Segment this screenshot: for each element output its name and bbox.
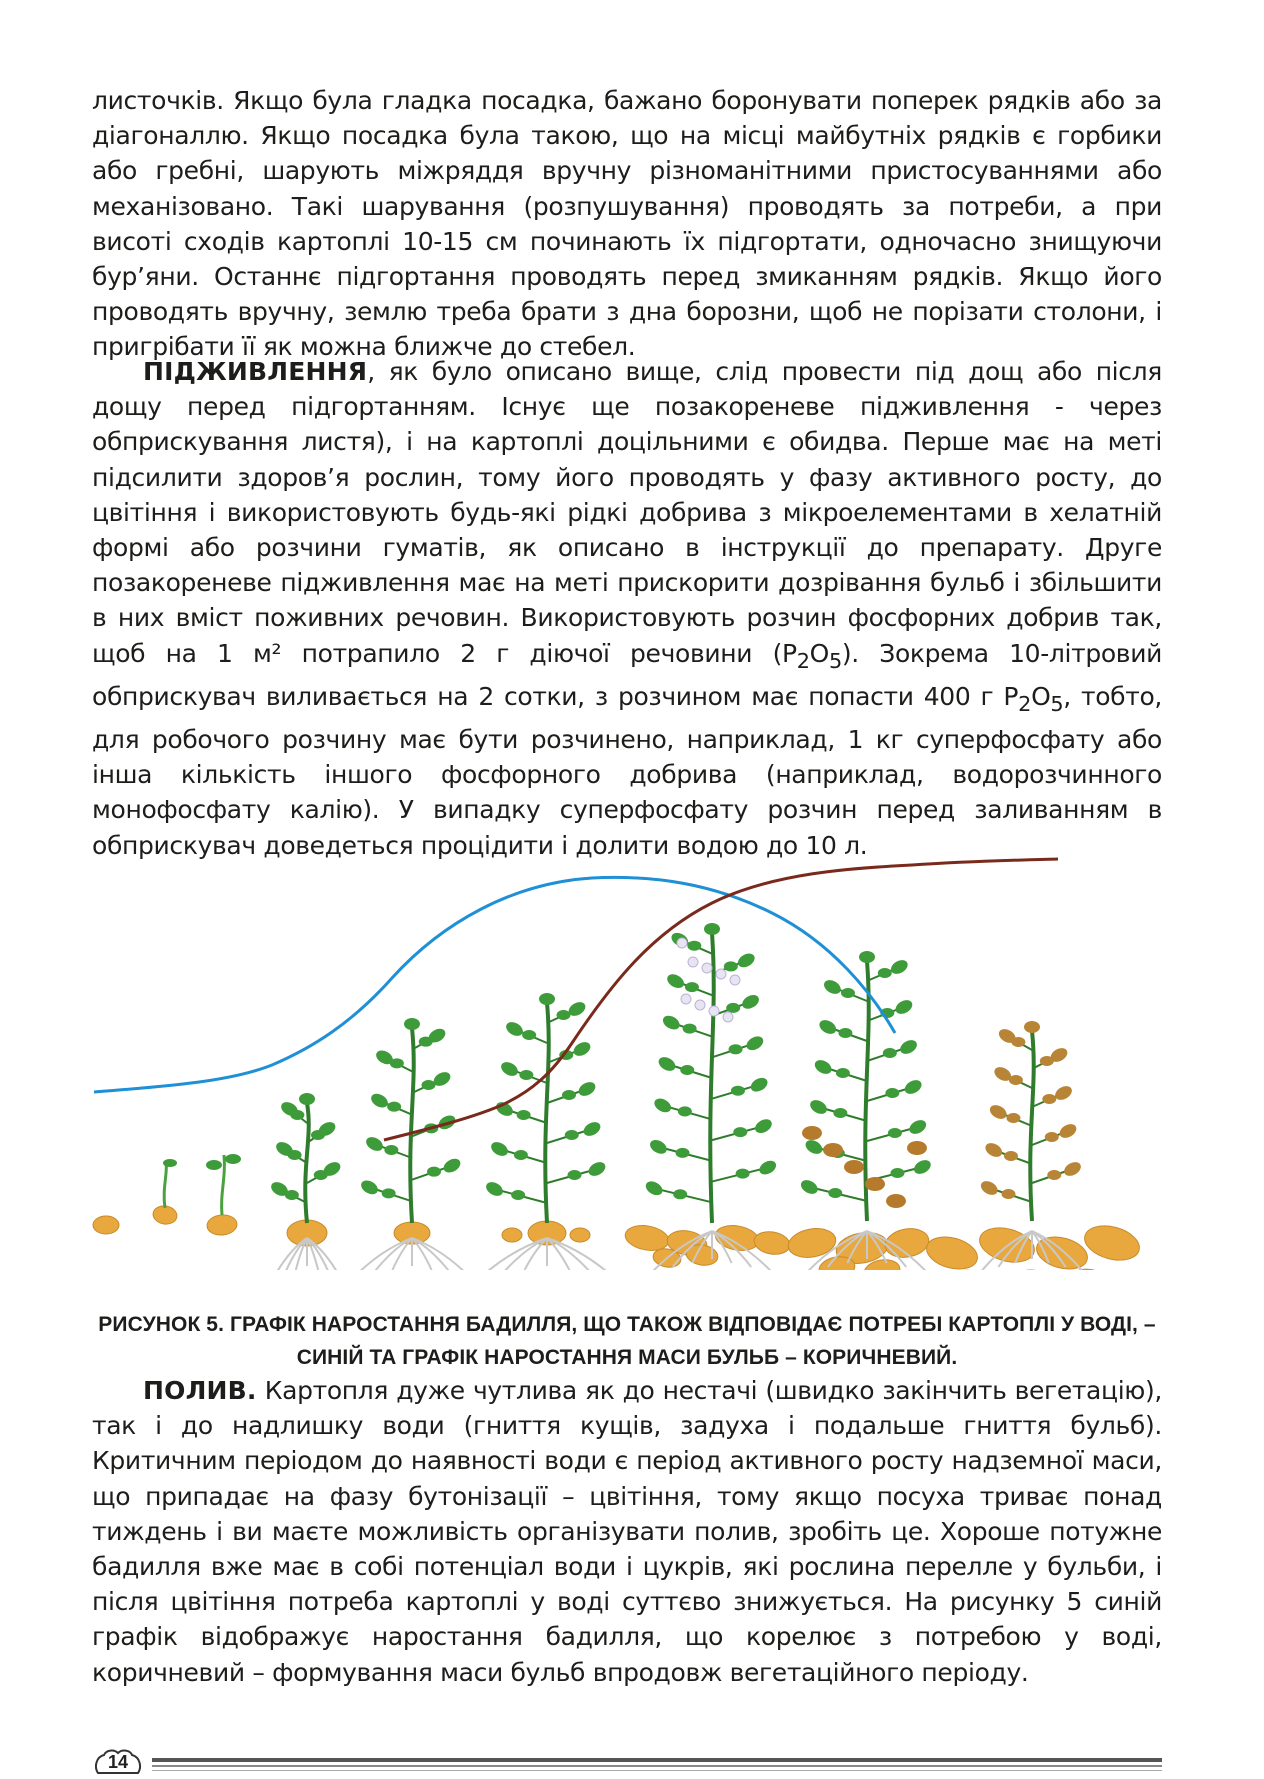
leaf [311, 1130, 325, 1140]
figure-caption-line1: РИСУНОК 5. ГРАФІК НАРОСТАННЯ БАДИЛЛЯ, ЩО ТАКОЖ ВІДПОВІДАЄ ПОТРЕБІ КАРТОПЛІ У ВОДІ, – [98, 1313, 1156, 1336]
leaf [836, 1068, 850, 1078]
footer-rule [152, 1770, 1162, 1771]
leaf [912, 1157, 934, 1176]
flower [730, 975, 740, 985]
tuber [923, 1232, 981, 1270]
feeding-text-5: , тобто, для робочого розчину має бути розчинено, наприклад, 1 кг суперфосфату або інша кількість іншого фосфорного добрива (наприклад, водорозчинного монофосфату калію). У випадку суперфосфату розчин перед заливанням в обприскувач доведеться процідити і долити водою до 10 л. [92, 681, 1162, 860]
dying-leaf [844, 1160, 864, 1174]
leaf [902, 1077, 924, 1096]
leaf [678, 1106, 692, 1116]
paragraph-feeding-text [92, 354, 1162, 863]
leaf [586, 1159, 608, 1178]
paragraph-watering-text [92, 1373, 1162, 1690]
leaf [581, 1119, 603, 1138]
figure-caption-line2: СИНІЙ ТА ГРАФІК НАРОСТАННЯ МАСИ БУЛЬБ – КОРИЧНЕВИЙ. [296, 1346, 958, 1369]
paragraph-hilling-text: листочків. Якщо була гладка посадка, бажано боронувати поперек рядків або за діагоналлю. Якщо посадка була такою, що на місці майбутніх рядків є горбики або гребні, шарують міжряддя вручну різноманітними пристосуваннями або механізовано. Такі шарування (розпушування) проводять за потреби, а при висоті сходів картоплі 10-15 см починають їх підгортати, одночасно знищуючи бур’яни. Останнє підгортання проводять перед змиканням рядків. Якщо його проводять вручну, землю треба брати з дна борозни, щоб не порізати столони, і пригрібати її як можна ближче до стебел. [92, 86, 1162, 362]
leaf [511, 1190, 525, 1200]
leaf [665, 971, 687, 990]
blue-growth-curve [94, 877, 895, 1092]
leaf [1047, 1170, 1061, 1180]
leaf [859, 951, 875, 963]
paragraph-watering [92, 1373, 1162, 1690]
leaf [484, 1179, 506, 1198]
leaf [673, 1189, 687, 1199]
leaf [504, 1019, 526, 1038]
tuber [1081, 1220, 1143, 1265]
paragraph-hilling [92, 83, 1162, 365]
footer-rule [152, 1758, 1162, 1762]
flower [681, 994, 691, 1004]
leaf [740, 992, 762, 1011]
flower [709, 1006, 719, 1016]
tubers-layer [93, 1204, 1143, 1270]
leaf [838, 1028, 852, 1038]
leaf [799, 1177, 821, 1196]
leaf [753, 1116, 775, 1135]
leaf [514, 1150, 528, 1160]
flower [723, 1012, 733, 1022]
leaf [660, 1013, 682, 1032]
leaf [656, 1054, 678, 1073]
leaf [687, 941, 701, 951]
leaf [359, 1178, 381, 1197]
leaf [704, 923, 720, 935]
leaf [643, 1179, 665, 1198]
leaf [1009, 1075, 1023, 1085]
leaf [885, 1088, 899, 1098]
subscript: 5 [1050, 691, 1064, 716]
leaf [1040, 1056, 1054, 1066]
leaf [828, 1188, 842, 1198]
sprout [222, 1155, 225, 1215]
leaf [808, 1097, 830, 1116]
root [412, 1238, 451, 1270]
leaf [1006, 1113, 1020, 1123]
leaf [404, 1018, 420, 1030]
leaf [726, 1003, 740, 1013]
dying-leaf [865, 1177, 885, 1191]
leaf [568, 1170, 582, 1180]
leaf [748, 1075, 770, 1094]
leaf [1042, 1094, 1056, 1104]
figure-caption [92, 1308, 1162, 1374]
sprout [164, 1161, 166, 1208]
paragraph-feeding [92, 354, 1162, 863]
leaf [817, 1017, 839, 1036]
tuber [786, 1225, 838, 1261]
growth-illustration [92, 843, 1162, 1270]
leaf [387, 1102, 401, 1112]
leaf [441, 1156, 463, 1175]
leaf [390, 1058, 404, 1068]
dying-leaf [886, 1194, 906, 1208]
leaf [1011, 1037, 1025, 1047]
plants-layer [163, 923, 1083, 1223]
leaf [744, 1034, 766, 1053]
leaf [888, 1128, 902, 1138]
leaf [907, 1117, 929, 1136]
leaf [731, 1086, 745, 1096]
leaf [519, 1070, 533, 1080]
leaf [384, 1145, 398, 1155]
tuber [502, 1228, 522, 1242]
leaf [729, 1044, 743, 1054]
plant-stem [410, 1028, 413, 1223]
leaf [893, 997, 915, 1016]
leaf [736, 1169, 750, 1179]
footer-rule [152, 1765, 1162, 1767]
leaf [757, 1158, 779, 1177]
leaf [427, 1167, 441, 1177]
flower [702, 963, 712, 973]
watering-text: Картопля дуже чутлива як до нестачі (швидко закінчить вегетацію), так і до надлишку води (гниття кущів, задуха і подальше гниття бульб). Критичним періодом до наявності води є період активного росту надземної маси, що припадає на фазу бутонізації – цвітіння, тому якщо посуха триває понад тиждень і ви маєте можливість організувати полив, зробіть це. Хороше потужне бадилля вже має в собі потенціал води і цукрів, які рослина перелле у бульби, і після цвітіння потреба картоплі у воді суттєво знижується. На рисунку 5 синій графік відображує наростання бадилля, що корелює з потребою у воді, коричневий – формування маси бульб впродовж вегетаційного періоду. [92, 1376, 1162, 1687]
leaf [833, 1108, 847, 1118]
leaf [369, 1091, 391, 1110]
leaf [812, 1057, 834, 1076]
leaf [652, 1096, 674, 1115]
root [412, 1238, 471, 1270]
potato-growth-figure [92, 843, 1162, 1270]
leaf [422, 1080, 436, 1090]
leaf [571, 1039, 593, 1058]
root [307, 1238, 341, 1270]
leaf [983, 1140, 1005, 1159]
leaf [499, 1059, 521, 1078]
leaf [978, 1178, 1000, 1197]
leaf [724, 961, 738, 971]
root [373, 1238, 412, 1270]
leaf [290, 1110, 304, 1120]
leaf [314, 1170, 328, 1180]
watering-heading: ПОЛИВ. [143, 1376, 257, 1405]
leaf [522, 1030, 536, 1040]
flower [695, 1000, 705, 1010]
leaf [1004, 1151, 1018, 1161]
leaf [803, 1137, 825, 1156]
subscript: 5 [828, 648, 842, 673]
feeding-text-4: O [1031, 681, 1051, 711]
subscript: 2 [1018, 691, 1032, 716]
leaf [288, 1150, 302, 1160]
feeding-text-3: ). Зокрема 10-літровий обприскувач виливається на 2 сотки, з розчином має попасти 400 г P [92, 638, 1162, 711]
leaf [685, 982, 699, 992]
leaf [1001, 1189, 1015, 1199]
leaf [822, 977, 844, 996]
dying-leaf [823, 1143, 843, 1157]
leaf [1024, 1021, 1040, 1033]
leaf [364, 1134, 386, 1153]
leaf [648, 1137, 670, 1156]
leaf [735, 951, 757, 970]
plant-stem [545, 1003, 548, 1223]
leaf [206, 1160, 222, 1170]
leaf [562, 1090, 576, 1100]
leaf [1045, 1132, 1059, 1142]
leaf [576, 1079, 598, 1098]
leaf [419, 1037, 433, 1047]
leaf [898, 1037, 920, 1056]
leaf [382, 1188, 396, 1198]
subscript: 2 [796, 648, 810, 673]
flower [677, 938, 687, 948]
feeding-heading: ПІДЖИВЛЕННЯ [143, 357, 368, 386]
leaf [517, 1110, 531, 1120]
dying-leaf [802, 1126, 822, 1140]
brown-tuber-curve [384, 859, 1058, 1140]
leaf [683, 1024, 697, 1034]
leaf [1057, 1121, 1079, 1140]
feeding-text-2: O [809, 638, 829, 668]
leaf [299, 1093, 315, 1105]
feeding-text-1: , як було описано вище, слід провести під дощ або після дощу перед підгортанням. Існує ще позакореневе підживлення - через обприскування листя), і на картоплі доцільними є обидва. Перше має на меті підсилити здоров’я рослин, тому його проводять у фазу активного росту, до цвітіння і використовують будь-які рідкі добрива з мікроелементами в хелатній формі або розчини гуматів, як описано в інструкції до препарату. Друге позакореневе підживлення має на меті прискорити дозрівання бульб і збільшити в них вміст поживних речовин. Використовують розчин фосфорних добрив так, щоб на 1 м² потрапило 2 г діючої речовини (P [92, 357, 1162, 668]
leaf [680, 1065, 694, 1075]
flower [716, 969, 726, 979]
tuber [206, 1214, 238, 1237]
leaf [878, 968, 892, 978]
leaf [539, 993, 555, 1005]
tuber [713, 1222, 760, 1253]
leaf [163, 1159, 177, 1167]
page-number: 14 [107, 1752, 129, 1772]
leaf [889, 957, 911, 976]
page-footer [88, 1749, 1168, 1779]
leaf [733, 1127, 747, 1137]
leaf [565, 1130, 579, 1140]
tuber [752, 1229, 791, 1257]
leaf [557, 1010, 571, 1020]
leaf [890, 1168, 904, 1178]
leaf [225, 1154, 241, 1164]
leaf [676, 1148, 690, 1158]
leaf [285, 1190, 299, 1200]
leaf [987, 1102, 1009, 1121]
flower [688, 957, 698, 967]
dying-leaf [907, 1141, 927, 1155]
tuber [93, 1216, 119, 1234]
leaf [841, 988, 855, 998]
leaf [489, 1139, 511, 1158]
tuber [570, 1228, 590, 1242]
leaf [1062, 1159, 1084, 1178]
leaf [883, 1048, 897, 1058]
